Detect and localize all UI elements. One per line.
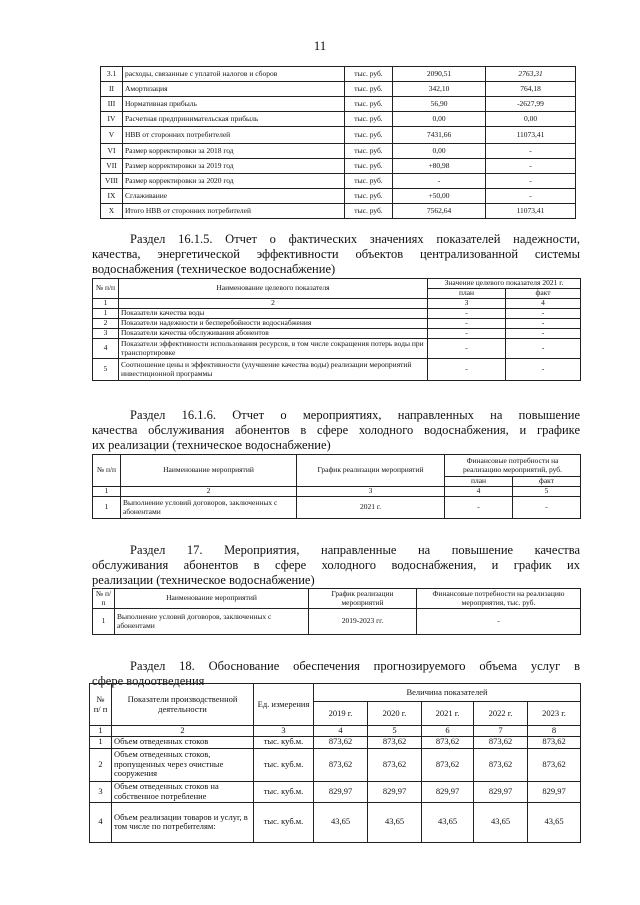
year-header: 2019 г. [314, 702, 368, 726]
measures-table [92, 454, 581, 519]
row-unit: тыс. руб. [345, 97, 393, 112]
row-value: 829,97 [422, 781, 474, 802]
row-value: 873,62 [314, 736, 368, 748]
table-row [101, 67, 576, 82]
heading-line: Раздел 16.1.5. Отчет о фактических значениях показателей надежности, [130, 232, 580, 246]
row-unit: тыс. куб.м. [254, 736, 314, 748]
row-fact: - [506, 359, 581, 381]
col-header-fact: факт [506, 289, 581, 299]
row-name: Объем отведенных стоков [112, 736, 254, 748]
measures-plan-table [92, 588, 581, 635]
row-name: Объем реализации товаров и услуг, в том числе по потребителям: [112, 802, 254, 842]
table-row [101, 127, 576, 144]
row-num: 5 [93, 359, 119, 381]
row-unit: тыс. куб.м. [254, 802, 314, 842]
row-fact: - [506, 339, 581, 359]
row-name: Сглаживание [123, 189, 345, 204]
row-value: 873,62 [422, 736, 474, 748]
row-unit: тыс. руб. [345, 144, 393, 159]
row-name: Размер корректировки за 2019 год [123, 159, 345, 174]
row-name: Амортизация [123, 82, 345, 97]
row-value-1: 0,00 [393, 144, 486, 159]
row-value: 829,97 [314, 781, 368, 802]
row-num: 2 [90, 748, 112, 781]
table-row [93, 309, 581, 319]
row-value: 43,65 [474, 802, 528, 842]
section-16-1-6-heading [92, 408, 580, 453]
row-unit: тыс. руб. [345, 174, 393, 189]
index-cell: 5 [513, 487, 581, 497]
row-value-1: 0,00 [393, 112, 486, 127]
heading-line: реализации (техническое водоснабжение) [92, 573, 315, 587]
index-cell: 3 [254, 726, 314, 737]
col-header-schedule: График реализации мероприятий [309, 589, 417, 609]
table-row [90, 748, 581, 781]
row-value-1: 56,90 [393, 97, 486, 112]
table-row [101, 82, 576, 97]
row-value: 43,65 [368, 802, 422, 842]
row-value-2: - [486, 159, 576, 174]
row-value: 873,62 [528, 748, 581, 781]
table-row [101, 204, 576, 219]
row-value-2: 2763,31 [486, 67, 576, 82]
financial-table [100, 66, 576, 219]
row-value-2: -2627,99 [486, 97, 576, 112]
heading-line: их реализации (техническое водоснабжение) [92, 438, 331, 452]
row-num: V [101, 127, 123, 144]
row-value: 873,62 [474, 748, 528, 781]
index-cell: 4 [445, 487, 513, 497]
page-number: 11 [313, 38, 327, 53]
index-cell: 5 [368, 726, 422, 737]
col-header-num: № п/ п [90, 684, 112, 726]
table-row [101, 112, 576, 127]
row-name: Показатели качества воды [119, 309, 428, 319]
row-fact: - [513, 497, 581, 519]
row-plan: - [445, 497, 513, 519]
row-name: Объем отведенных стоков, пропущенных через очистные сооружения [112, 748, 254, 781]
row-value-1: 342,10 [393, 82, 486, 97]
row-value: 829,97 [368, 781, 422, 802]
col-header-name: Наименование целевого показателя [119, 279, 428, 299]
row-unit: тыс. руб. [345, 67, 393, 82]
row-value-1: - [393, 174, 486, 189]
index-cell: 8 [528, 726, 581, 737]
year-header: 2022 г. [474, 702, 528, 726]
row-num: 2 [93, 319, 119, 329]
col-header-fact: факт [513, 477, 581, 487]
row-value: 829,97 [528, 781, 581, 802]
row-unit: тыс. руб. [345, 189, 393, 204]
row-num: IX [101, 189, 123, 204]
heading-line: Раздел 16.1.6. Отчет о мероприятиях, направленных на повышение [130, 408, 580, 422]
row-value: 43,65 [528, 802, 581, 842]
row-num: 1 [90, 736, 112, 748]
row-unit: тыс. руб. [345, 82, 393, 97]
row-value-1: +50,00 [393, 189, 486, 204]
row-fact: - [506, 309, 581, 319]
index-cell: 2 [121, 487, 297, 497]
row-fact: - [506, 329, 581, 339]
row-unit: тыс. куб.м. [254, 781, 314, 802]
heading-line: Раздел 17. Мероприятия, направленные на повышение качества [130, 543, 580, 557]
index-cell: 4 [506, 299, 581, 309]
row-num: VII [101, 159, 123, 174]
row-value-2: 11073,41 [486, 127, 576, 144]
index-cell: 4 [314, 726, 368, 737]
row-unit: тыс. руб. [345, 127, 393, 144]
table-row [101, 174, 576, 189]
index-cell: 2 [119, 299, 428, 309]
table-row [93, 609, 581, 635]
row-plan: - [428, 319, 506, 329]
row-num: 4 [90, 802, 112, 842]
index-cell: 7 [474, 726, 528, 737]
production-indicators-table [89, 683, 581, 843]
row-num: 3 [90, 781, 112, 802]
row-schedule: 2019-2023 гг. [309, 609, 417, 635]
row-num: VIII [101, 174, 123, 189]
target-indicators-table [92, 278, 581, 381]
row-value: 829,97 [474, 781, 528, 802]
row-name: Показатели эффективности использования ресурсов, в том числе сокращения потерь воды при транспортировке [119, 339, 428, 359]
index-cell: 1 [93, 299, 119, 309]
col-header-finance: Финансовые потребности на реализацию мероприятий, руб. [445, 455, 581, 477]
row-value-1: 2090,51 [393, 67, 486, 82]
row-value: 43,65 [422, 802, 474, 842]
row-name: Соотношение цены и эффективности (улучшение качества воды) реализации мероприятий инвестиционной программы [119, 359, 428, 381]
row-value: 43,65 [314, 802, 368, 842]
row-num: II [101, 82, 123, 97]
row-name: Размер корректировки за 2020 год [123, 174, 345, 189]
row-plan: - [428, 359, 506, 381]
row-name: Расчетная предпринимательская прибыль [123, 112, 345, 127]
row-unit: тыс. руб. [345, 112, 393, 127]
row-value-1: +80,98 [393, 159, 486, 174]
row-num: 1 [93, 609, 115, 635]
row-finance: - [417, 609, 581, 635]
index-cell: 2 [112, 726, 254, 737]
row-name: НВВ от сторонних потребителей [123, 127, 345, 144]
table-row [93, 319, 581, 329]
row-unit: тыс. куб.м. [254, 748, 314, 781]
col-header-plan: план [445, 477, 513, 487]
row-plan: - [428, 339, 506, 359]
col-header-name: Наименование мероприятий [121, 455, 297, 487]
row-value-2: - [486, 144, 576, 159]
row-value-1: 7562,64 [393, 204, 486, 219]
row-value: 873,62 [528, 736, 581, 748]
row-name: Показатели надежности и бесперебойности водоснабжения [119, 319, 428, 329]
row-value-2: 764,18 [486, 82, 576, 97]
table-row [90, 781, 581, 802]
col-header-num: № п/п [93, 455, 121, 487]
row-name: Итого НВВ от сторонних потребителей [123, 204, 345, 219]
row-value-2: 11073,41 [486, 204, 576, 219]
row-plan: - [428, 329, 506, 339]
row-name: Выполнение условий договоров, заключенных с абонентами [115, 609, 309, 635]
row-num: IV [101, 112, 123, 127]
row-value-2: 0,00 [486, 112, 576, 127]
section-17-heading [92, 543, 580, 588]
index-cell: 3 [428, 299, 506, 309]
heading-line: качества обслуживания абонентов в сфере холодного водоснабжения, и графике [92, 423, 580, 437]
row-value-2: - [486, 174, 576, 189]
year-header: 2020 г. [368, 702, 422, 726]
row-value: 873,62 [474, 736, 528, 748]
table-row [93, 497, 581, 519]
row-num: VI [101, 144, 123, 159]
row-name: Размер корректировки за 2018 год [123, 144, 345, 159]
heading-line: водоснабжения (техническое водоснабжение) [92, 262, 336, 276]
table-row [90, 802, 581, 842]
col-header-num: № п/п [93, 279, 119, 299]
row-fact: - [506, 319, 581, 329]
index-cell: 6 [422, 726, 474, 737]
row-value-1: 7431,66 [393, 127, 486, 144]
heading-line: качества, энергетической эффективности объектов централизованной системы [92, 247, 580, 261]
table-row [101, 189, 576, 204]
heading-line: обслуживания абонентов в сфере холодного водоснабжения, и график их [92, 558, 580, 572]
col-header-name: Наименование мероприятий [115, 589, 309, 609]
col-header-unit: Ед. измерения [254, 684, 314, 726]
table-row [93, 329, 581, 339]
heading-line: Раздел 18. Обоснование обеспечения прогнозируемого объема услуг в [130, 659, 580, 673]
row-num: 4 [93, 339, 119, 359]
row-num: 3.1 [101, 67, 123, 82]
row-name: Нормативная прибыль [123, 97, 345, 112]
col-header-num: № п/п [93, 589, 115, 609]
table-row [90, 736, 581, 748]
year-header: 2023 г. [528, 702, 581, 726]
row-schedule: 2021 г. [297, 497, 445, 519]
row-num: 3 [93, 329, 119, 339]
index-cell: 3 [297, 487, 445, 497]
row-num: 1 [93, 497, 121, 519]
col-header-finance: Финансовые потребности на реализацию мероприятия, тыс. руб. [417, 589, 581, 609]
row-value: 873,62 [368, 748, 422, 781]
col-header-name: Показатели производственной деятельности [112, 684, 254, 726]
index-cell: 1 [90, 726, 112, 737]
row-num: X [101, 204, 123, 219]
table-row [93, 339, 581, 359]
col-header-schedule: График реализации мероприятий [297, 455, 445, 487]
table-row [101, 159, 576, 174]
row-unit: тыс. руб. [345, 204, 393, 219]
col-header-value: Величина показателей [314, 684, 581, 702]
year-header: 2021 г. [422, 702, 474, 726]
col-header-plan: план [428, 289, 506, 299]
heading-line: сфере водоотведения [92, 674, 205, 688]
row-value-2: - [486, 189, 576, 204]
row-name: Объем отведенных стоков на собственное потребление [112, 781, 254, 802]
row-value: 873,62 [314, 748, 368, 781]
table-row [93, 359, 581, 381]
row-value: 873,62 [422, 748, 474, 781]
row-plan: - [428, 309, 506, 319]
row-name: Выполнение условий договоров, заключенных с абонентами [121, 497, 297, 519]
table-row [101, 144, 576, 159]
row-num: 1 [93, 309, 119, 319]
row-num: III [101, 97, 123, 112]
section-16-1-5-heading [92, 232, 580, 277]
col-header-value: Значение целевого показателя 2021 г. [428, 279, 581, 289]
row-name: Показатели качества обслуживания абонентов [119, 329, 428, 339]
table-row [101, 97, 576, 112]
index-cell: 1 [93, 487, 121, 497]
row-value: 873,62 [368, 736, 422, 748]
row-name: расходы, связанные с уплатой налогов и сборов [123, 67, 345, 82]
row-unit: тыс. руб. [345, 159, 393, 174]
